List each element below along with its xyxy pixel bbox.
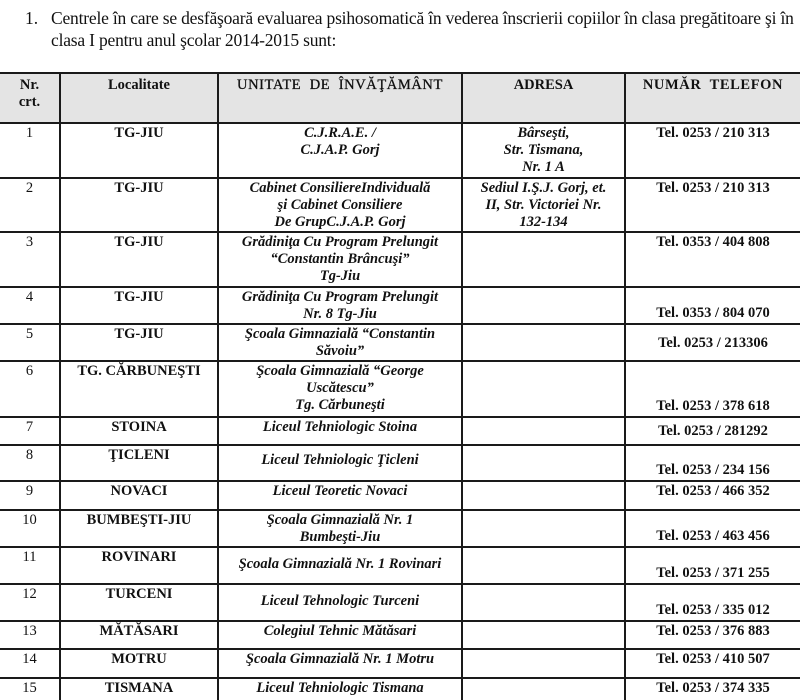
unitate-line: Grădiniţa Cu Program Prelungit (241, 289, 439, 305)
cell-adresa (462, 178, 625, 232)
cell-nr-crt: 13 (0, 621, 60, 649)
adresa-line: Sediul I.Ş.J. Gorj, et. (480, 180, 607, 196)
cell-telefon: Tel. 0253 / 374 335 (625, 678, 800, 700)
unitate-line: Liceul Tehniologic Ţicleni (261, 452, 419, 468)
cell-telefon: Tel. 0253 / 378 618 (625, 361, 800, 417)
table-row (0, 678, 800, 700)
header-localitate: Localitate (60, 73, 218, 123)
cell-unitate (218, 510, 462, 547)
cell-nr-crt: 1 (0, 123, 60, 178)
cell-telefon: Tel. 0253 / 335 012 (625, 584, 800, 621)
cell-unitate (218, 324, 462, 361)
cell-adresa (462, 123, 625, 178)
unitate-line: Tg. Cărbuneşti (295, 397, 385, 413)
cell-localitate: TG-JIU (60, 178, 218, 232)
adresa-line: Str. Tismana, (503, 142, 584, 158)
cell-nr-crt: 6 (0, 361, 60, 417)
cell-telefon: Tel. 0253 / 210 313 (625, 178, 800, 232)
cell-unitate (218, 445, 462, 481)
intro-text: Centrele în care se desfăşoară evaluarea psihosomatică în vederea înscrierii copiilor în clasa pregătitoare şi în clasa I pentru anul şcolar 2014-2015 sunt: (51, 8, 794, 50)
cell-adresa (462, 584, 625, 621)
table-body (0, 123, 800, 700)
table-row (0, 361, 800, 417)
cell-adresa (462, 678, 625, 700)
adresa-line: II, Str. Victoriei Nr. (485, 197, 602, 213)
cell-telefon: Tel. 0353 / 804 070 (625, 287, 800, 324)
adresa-line: 132-134 (519, 214, 568, 230)
cell-telefon: Tel. 0253 / 410 507 (625, 649, 800, 678)
cell-nr-crt: 10 (0, 510, 60, 547)
cell-adresa (462, 324, 625, 361)
cell-nr-crt: 7 (0, 417, 60, 445)
cell-localitate: TG-JIU (60, 324, 218, 361)
table-row (0, 445, 800, 481)
cell-unitate (218, 361, 462, 417)
unitate-line: Liceul Tehniologic Tismana (256, 680, 424, 696)
table-row (0, 547, 800, 584)
cell-adresa (462, 510, 625, 547)
table-row (0, 649, 800, 678)
cell-localitate: TISMANA (60, 678, 218, 700)
unitate-line: Şcoala Gimnazială “George (256, 363, 424, 379)
cell-localitate: TG-JIU (60, 232, 218, 287)
list-number: 1. (25, 8, 39, 28)
cell-nr-crt: 15 (0, 678, 60, 700)
cell-localitate: BUMBEŞTI-JIU (60, 510, 218, 547)
header-telefon: NUMĂR TELEFON (625, 73, 800, 123)
cell-unitate (218, 621, 462, 649)
adresa-line: Nr. 1 A (522, 159, 565, 175)
cell-unitate (218, 649, 462, 678)
unitate-line: Liceul Teoretic Novaci (272, 483, 408, 499)
table-row (0, 481, 800, 510)
cell-nr-crt: 9 (0, 481, 60, 510)
cell-nr-crt: 8 (0, 445, 60, 481)
unitate-line: Şcoala Gimnazială Nr. 1 (266, 512, 414, 528)
cell-telefon: Tel. 0253 / 466 352 (625, 481, 800, 510)
cell-nr-crt: 5 (0, 324, 60, 361)
cell-localitate: ROVINARI (60, 547, 218, 584)
unitate-line: Uscătescu” (306, 380, 374, 396)
unitate-line: C.J.R.A.E. / (304, 125, 376, 141)
cell-nr-crt: 4 (0, 287, 60, 324)
cell-adresa (462, 547, 625, 584)
cell-unitate (218, 232, 462, 287)
cell-adresa (462, 621, 625, 649)
unitate-line: Şcoala Gimnazială Nr. 1 Motru (245, 651, 435, 667)
cell-adresa (462, 287, 625, 324)
cell-localitate: STOINA (60, 417, 218, 445)
cell-telefon: Tel. 0253 / 371 255 (625, 547, 800, 584)
cell-localitate: TURCENI (60, 584, 218, 621)
unitate-line: şi Cabinet Consiliere (277, 197, 403, 213)
cell-telefon: Tel. 0253 / 213306 (625, 324, 800, 361)
cell-localitate: ŢICLENI (60, 445, 218, 481)
table-row (0, 324, 800, 361)
cell-nr-crt: 12 (0, 584, 60, 621)
unitate-line: Şcoala Gimnazială “Constantin (244, 326, 436, 342)
unitate-line: Nr. 8 Tg-Jiu (303, 306, 377, 322)
cell-adresa (462, 232, 625, 287)
unitate-line: Colegiul Tehnic Mătăsari (263, 623, 417, 639)
unitate-line: “Constantin Brâncuşi” (270, 251, 410, 267)
cell-unitate (218, 417, 462, 445)
cell-adresa (462, 481, 625, 510)
table-row (0, 232, 800, 287)
unitate-line: Liceul Tehnologic Turceni (260, 593, 420, 609)
table-row (0, 123, 800, 178)
unitate-line: De GrupC.J.A.P. Gorj (274, 214, 406, 230)
unitate-line: Cabinet ConsiliereIndividuală (249, 180, 431, 196)
cell-telefon: Tel. 0253 / 463 456 (625, 510, 800, 547)
unitate-line: Săvoiu” (315, 343, 365, 359)
cell-localitate: NOVACI (60, 481, 218, 510)
cell-localitate: MOTRU (60, 649, 218, 678)
cell-localitate: TG-JIU (60, 287, 218, 324)
cell-telefon: Tel. 0253 / 376 883 (625, 621, 800, 649)
table-row (0, 178, 800, 232)
cell-localitate: TG. CĂRBUNEŞTI (60, 361, 218, 417)
table-row (0, 621, 800, 649)
unitate-line: Liceul Tehniologic Stoina (262, 419, 418, 435)
cell-unitate (218, 584, 462, 621)
adresa-line: Bârseşti, (517, 125, 570, 141)
cell-telefon: Tel. 0353 / 404 808 (625, 232, 800, 287)
header-unitate: UNITATE DE ÎNVĂŢĂMÂNT (218, 73, 462, 123)
table-row (0, 510, 800, 547)
intro-paragraph (25, 7, 795, 51)
table-row (0, 584, 800, 621)
unitate-line: Grădiniţa Cu Program Prelungit (241, 234, 439, 250)
cell-nr-crt: 14 (0, 649, 60, 678)
cell-unitate (218, 678, 462, 700)
cell-telefon: Tel. 0253 / 281292 (625, 417, 800, 445)
cell-adresa (462, 361, 625, 417)
cell-localitate: MĂTĂSARI (60, 621, 218, 649)
unitate-line: Bumbeşti-Jiu (299, 529, 381, 545)
cell-telefon: Tel. 0253 / 234 156 (625, 445, 800, 481)
cell-nr-crt: 11 (0, 547, 60, 584)
cell-nr-crt: 3 (0, 232, 60, 287)
unitate-line: Tg-Jiu (319, 268, 361, 284)
cell-adresa (462, 445, 625, 481)
cell-unitate (218, 481, 462, 510)
header-nr-line2: crt. (18, 94, 41, 110)
unitate-line: C.J.A.P. Gorj (300, 142, 380, 158)
cell-unitate (218, 547, 462, 584)
unitate-line: Şcoala Gimnazială Nr. 1 Rovinari (238, 556, 442, 572)
table-header-row (0, 73, 800, 123)
cell-unitate (218, 178, 462, 232)
header-adresa: ADRESA (462, 73, 625, 123)
cell-unitate (218, 287, 462, 324)
header-nr-crt (0, 73, 60, 123)
cell-nr-crt: 2 (0, 178, 60, 232)
cell-adresa (462, 417, 625, 445)
cell-adresa (462, 649, 625, 678)
cell-localitate: TG-JIU (60, 123, 218, 178)
table-row (0, 417, 800, 445)
table-row (0, 287, 800, 324)
cell-telefon: Tel. 0253 / 210 313 (625, 123, 800, 178)
cell-unitate (218, 123, 462, 178)
centers-table (0, 72, 800, 700)
header-nr-line1: Nr. (19, 77, 40, 93)
